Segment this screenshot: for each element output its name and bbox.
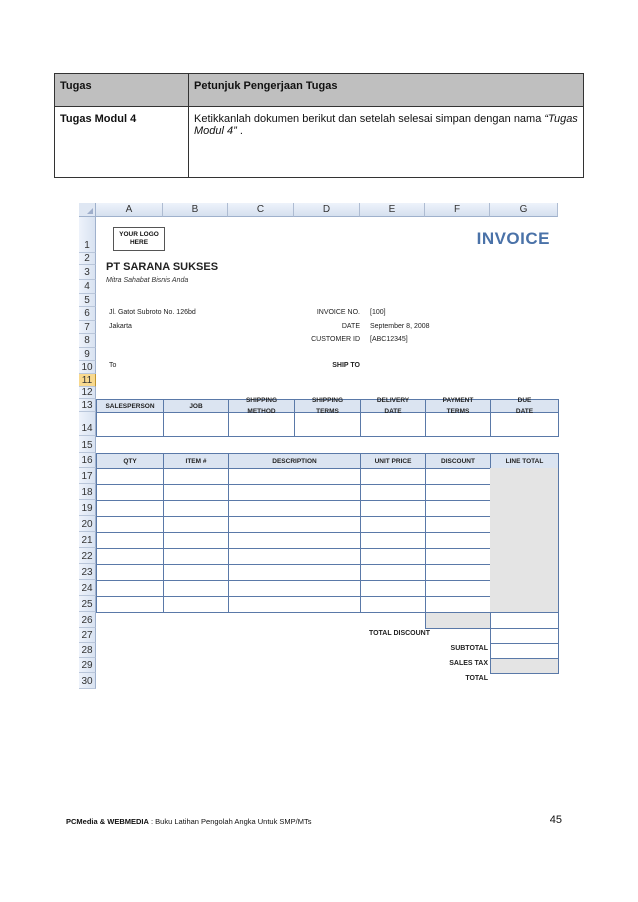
date-value: September 8, 2008 bbox=[370, 323, 430, 330]
line-item-cell[interactable] bbox=[360, 532, 426, 549]
row-header-9[interactable]: 9 bbox=[79, 348, 96, 361]
row-header-8[interactable]: 8 bbox=[79, 334, 96, 348]
task-col-header: Tugas bbox=[55, 74, 189, 107]
invoice-no-value: [100] bbox=[370, 309, 386, 316]
line-item-cell[interactable] bbox=[490, 468, 559, 485]
page-footer bbox=[66, 817, 312, 826]
line-item-cell[interactable] bbox=[163, 516, 229, 533]
line-item-cell[interactable] bbox=[490, 484, 559, 501]
line-item-cell[interactable] bbox=[96, 564, 164, 581]
line-item-cell[interactable] bbox=[228, 468, 361, 485]
subtotal-label: SUBTOTAL bbox=[450, 645, 488, 652]
total-discount-label: TOTAL DISCOUNT bbox=[368, 630, 430, 637]
row-header-3[interactable]: 3 bbox=[79, 265, 96, 280]
customer-id-label: CUSTOMER ID bbox=[311, 336, 360, 343]
customer-id-value: [ABC12345] bbox=[370, 336, 408, 343]
invoice-header-payment-terms bbox=[425, 399, 491, 413]
line-item-cell[interactable] bbox=[96, 596, 164, 613]
line-item-cell[interactable] bbox=[163, 548, 229, 565]
line-item-cell[interactable] bbox=[360, 500, 426, 517]
line-item-cell[interactable] bbox=[228, 564, 361, 581]
row-header-15[interactable]: 15 bbox=[79, 436, 96, 453]
line-item-cell[interactable] bbox=[360, 596, 426, 613]
invoice-title: INVOICE bbox=[476, 229, 550, 248]
line-item-cell[interactable] bbox=[228, 500, 361, 517]
line-item-cell[interactable] bbox=[163, 564, 229, 581]
row-header-23[interactable]: 23 bbox=[79, 564, 96, 580]
total-value-cell[interactable] bbox=[490, 658, 559, 674]
column-header-A[interactable]: A bbox=[96, 203, 163, 217]
line-item-cell[interactable] bbox=[228, 580, 361, 597]
line-item-cell[interactable] bbox=[490, 596, 559, 613]
invoice-info-cell[interactable] bbox=[294, 412, 361, 437]
column-header-E[interactable]: E bbox=[360, 203, 425, 217]
instructions-col-header: Petunjuk Pengerjaan Tugas bbox=[189, 74, 584, 107]
line-item-cell[interactable] bbox=[163, 484, 229, 501]
address-line-2: Jakarta bbox=[109, 323, 132, 330]
line-item-cell[interactable] bbox=[425, 532, 491, 549]
row-header-28[interactable]: 28 bbox=[79, 643, 96, 658]
line-item-cell[interactable] bbox=[163, 596, 229, 613]
row-header-30[interactable]: 30 bbox=[79, 673, 96, 689]
line-item-cell[interactable] bbox=[228, 484, 361, 501]
task-instructions bbox=[189, 107, 584, 178]
line-item-cell[interactable] bbox=[425, 548, 491, 565]
column-header-G[interactable]: G bbox=[490, 203, 558, 217]
row-header-17[interactable]: 17 bbox=[79, 468, 96, 484]
row-header-27[interactable]: 27 bbox=[79, 628, 96, 643]
row-header-4[interactable]: 4 bbox=[79, 280, 96, 294]
invoice-info-cell[interactable] bbox=[425, 412, 491, 437]
invoice-header-delivery-date bbox=[360, 399, 426, 413]
line-item-cell[interactable] bbox=[425, 500, 491, 517]
invoice-info-cell[interactable] bbox=[490, 412, 559, 437]
line-item-cell[interactable] bbox=[360, 564, 426, 581]
header-text-line: TERMS bbox=[446, 408, 470, 415]
instruction-end: . bbox=[236, 125, 243, 137]
invoice-info-cell[interactable] bbox=[360, 412, 426, 437]
line-item-cell[interactable] bbox=[425, 564, 491, 581]
column-header-F[interactable]: F bbox=[425, 203, 490, 217]
line-item-cell[interactable] bbox=[96, 484, 164, 501]
line-item-cell[interactable] bbox=[163, 468, 229, 485]
row-header-16[interactable]: 16 bbox=[79, 453, 96, 468]
row-header-10[interactable]: 10 bbox=[79, 361, 96, 374]
line-item-cell[interactable] bbox=[360, 484, 426, 501]
header-text-line: DATE bbox=[384, 408, 402, 415]
row-header-14[interactable]: 14 bbox=[79, 412, 96, 436]
row-header-13[interactable]: 13 bbox=[79, 399, 96, 412]
footer-brand: PCMedia & WEBMEDIA bbox=[66, 817, 149, 826]
line-item-cell[interactable] bbox=[490, 580, 559, 597]
line-item-cell[interactable] bbox=[425, 596, 491, 613]
column-header-B[interactable]: B bbox=[163, 203, 228, 217]
spreadsheet-screenshot bbox=[79, 203, 562, 698]
line-item-cell[interactable] bbox=[490, 548, 559, 565]
items-header-discount: DISCOUNT bbox=[425, 453, 491, 469]
line-item-cell[interactable] bbox=[490, 532, 559, 549]
header-text-line: PAYMENT bbox=[442, 397, 474, 404]
invoice-info-cell[interactable] bbox=[228, 412, 295, 437]
header-text-line: DELIVERY bbox=[376, 397, 410, 404]
total-discount-line-cell[interactable] bbox=[490, 612, 559, 629]
items-header-line-total: LINE TOTAL bbox=[490, 453, 559, 469]
column-header-C[interactable]: C bbox=[228, 203, 294, 217]
row-header-25[interactable]: 25 bbox=[79, 596, 96, 612]
line-item-cell[interactable] bbox=[490, 516, 559, 533]
line-item-cell[interactable] bbox=[360, 516, 426, 533]
line-item-cell[interactable] bbox=[163, 580, 229, 597]
line-item-cell[interactable] bbox=[163, 532, 229, 549]
line-item-cell[interactable] bbox=[360, 468, 426, 485]
select-all-corner[interactable] bbox=[79, 203, 96, 217]
line-item-cell[interactable] bbox=[360, 548, 426, 565]
date-label: DATE bbox=[341, 323, 360, 330]
line-item-cell[interactable] bbox=[490, 500, 559, 517]
row-header-5[interactable]: 5 bbox=[79, 294, 96, 307]
line-item-cell[interactable] bbox=[96, 500, 164, 517]
row-header-11[interactable]: 11 bbox=[79, 374, 96, 387]
header-text-line: SHIPPING bbox=[245, 397, 278, 404]
line-item-cell[interactable] bbox=[490, 564, 559, 581]
items-header-unit-price: UNIT PRICE bbox=[360, 453, 426, 469]
task-table-row bbox=[55, 107, 584, 178]
footer-text: : Buku Latihan Pengolah Angka Untuk SMP/MTs bbox=[148, 817, 312, 826]
invoice-no-label: INVOICE NO. bbox=[316, 309, 360, 316]
column-header-D[interactable]: D bbox=[294, 203, 360, 217]
line-item-cell[interactable] bbox=[96, 548, 164, 565]
invoice-header-salesperson: SALESPERSON bbox=[96, 399, 164, 413]
invoice-info-cell[interactable] bbox=[96, 412, 164, 437]
instruction-filename: “Tugas Modul 4” bbox=[194, 113, 578, 137]
row-header-2[interactable]: 2 bbox=[79, 253, 96, 265]
invoice-header-shipping-terms bbox=[294, 399, 361, 413]
line-item-cell[interactable] bbox=[96, 532, 164, 549]
items-header-description: DESCRIPTION bbox=[228, 453, 361, 469]
line-item-cell[interactable] bbox=[425, 468, 491, 485]
line-item-cell[interactable] bbox=[360, 580, 426, 597]
total-value-cell[interactable] bbox=[490, 628, 559, 644]
company-name: PT SARANA SUKSES bbox=[106, 261, 219, 273]
line-item-cell[interactable] bbox=[228, 596, 361, 613]
line-item-cell[interactable] bbox=[425, 580, 491, 597]
invoice-info-cell[interactable] bbox=[163, 412, 229, 437]
header-text-line: DATE bbox=[515, 408, 534, 415]
logo-placeholder: YOUR LOGO HERE bbox=[113, 227, 165, 251]
task-table-header bbox=[55, 74, 584, 107]
line-item-cell[interactable] bbox=[228, 532, 361, 549]
line-item-cell[interactable] bbox=[228, 548, 361, 565]
task-name: Tugas Modul 4 bbox=[55, 107, 189, 178]
items-header-item: ITEM # bbox=[163, 453, 229, 469]
row-header-7[interactable]: 7 bbox=[79, 321, 96, 334]
line-item-cell[interactable] bbox=[96, 516, 164, 533]
header-text-line: METHOD bbox=[247, 408, 276, 415]
items-header-qty: QTY bbox=[96, 453, 164, 469]
total-value-cell[interactable] bbox=[490, 643, 559, 659]
invoice-header-due-date bbox=[490, 399, 559, 413]
company-tagline: Mitra Sahabat Bisnis Anda bbox=[106, 277, 189, 284]
row-header-19[interactable]: 19 bbox=[79, 500, 96, 516]
row-header-1[interactable]: 1 bbox=[79, 217, 96, 253]
row-header-12[interactable]: 12 bbox=[79, 387, 96, 399]
row-header-6[interactable]: 6 bbox=[79, 307, 96, 321]
page-number: 45 bbox=[549, 814, 562, 826]
address-line-1: Jl. Gatot Subroto No. 126bd bbox=[109, 309, 196, 316]
row-header-20[interactable]: 20 bbox=[79, 516, 96, 532]
row-header-22[interactable]: 22 bbox=[79, 548, 96, 564]
line-item-cell[interactable] bbox=[163, 500, 229, 517]
line-item-cell[interactable] bbox=[228, 516, 361, 533]
line-item-cell[interactable] bbox=[425, 516, 491, 533]
total-value-cell[interactable] bbox=[425, 612, 491, 629]
to-label: To bbox=[109, 362, 117, 369]
header-text-line: SHIPPING bbox=[311, 397, 344, 404]
invoice-header-job: JOB bbox=[163, 399, 229, 413]
row-header-29[interactable]: 29 bbox=[79, 658, 96, 673]
line-item-cell[interactable] bbox=[425, 484, 491, 501]
row-header-18[interactable]: 18 bbox=[79, 484, 96, 500]
row-header-24[interactable]: 24 bbox=[79, 580, 96, 596]
task-table bbox=[54, 73, 584, 178]
row-header-26[interactable]: 26 bbox=[79, 612, 96, 628]
total-label: TOTAL bbox=[465, 675, 488, 682]
ship-to-label: SHIP TO bbox=[332, 362, 360, 369]
header-text-line: DUE bbox=[517, 397, 532, 404]
row-header-21[interactable]: 21 bbox=[79, 532, 96, 548]
invoice-header-shipping-method bbox=[228, 399, 295, 413]
line-item-cell[interactable] bbox=[96, 580, 164, 597]
header-text-line: TERMS bbox=[316, 408, 339, 415]
sales-tax-label: SALES TAX bbox=[449, 660, 488, 667]
line-item-cell[interactable] bbox=[96, 468, 164, 485]
instruction-text: Ketikkanlah dokumen berikut dan setelah selesai simpan dengan nama bbox=[194, 113, 545, 125]
